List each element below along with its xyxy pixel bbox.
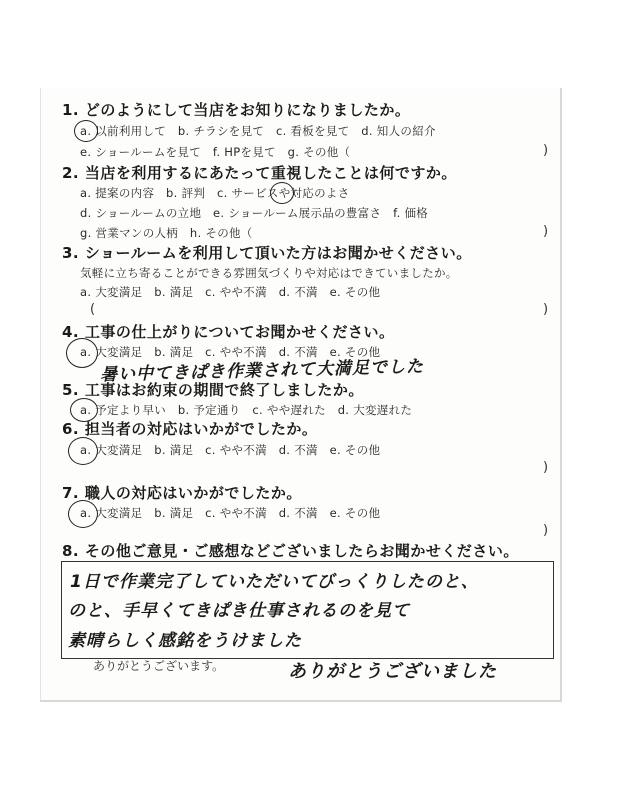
question-2-options-row3: g. 営業マンの人柄 h. その他（ xyxy=(80,226,253,240)
question-2-options-row1: a. 提案の内容 b. 評判 c. サービスや対応のよさ xyxy=(80,186,350,200)
question-1-options-row1: a. 以前利用して b. チラシを見て c. 看板を見て d. 知人の紹介 xyxy=(80,124,436,138)
question-3-close-paren: ) xyxy=(543,302,549,317)
answer-circle-q6 xyxy=(68,437,98,465)
question-4-title: 4. 工事の仕上がりについてお聞かせください。 xyxy=(62,323,395,341)
printed-thanks: ありがとうございます。 xyxy=(93,659,225,673)
question-5-options: a. 予定より早い b. 予定通り c. やや遅れた d. 大変遅れた xyxy=(80,403,413,417)
handwritten-comment-q4: 暑い中てきぱき作業されて大満足でした xyxy=(99,356,425,386)
answer-circle-q1 xyxy=(74,120,98,142)
question-2-options-row2: d. ショールームの立地 e. ショールーム展示品の豊富さ f. 価格 xyxy=(80,206,429,220)
handwritten-thanks: ありがとうございました xyxy=(288,661,497,682)
sheet-edge xyxy=(40,88,41,700)
question-3-title: 3. ショールームを利用して頂いた方はお聞かせください。 xyxy=(62,244,472,262)
question-1-title: 1. どのようにして当店をお知りになりましたか。 xyxy=(62,101,411,119)
question-2-title: 2. 当店を利用するにあたって重視したことは何ですか。 xyxy=(62,164,457,182)
question-7-close-paren: ) xyxy=(543,523,549,538)
answer-circle-q2 xyxy=(270,182,294,204)
answer-circle-q5 xyxy=(70,398,98,422)
question-6-options: a. 大変満足 b. 満足 c. やや不満 d. 不満 e. その他 xyxy=(80,443,381,457)
question-2-close-paren: ) xyxy=(543,224,549,239)
answer-circle-q7 xyxy=(68,500,98,528)
handwritten-comment-line-3: 素晴らしく感銘をうけました xyxy=(68,631,302,651)
question-1-close-paren: ) xyxy=(543,143,549,158)
question-1-options-row2: e. ショールームを見て f. HPを見て g. その他（ xyxy=(80,145,351,159)
handwritten-comment-line-2: のと、手早くてきぱき仕事されるのを見て xyxy=(68,601,410,621)
question-6-title: 6. 担当者の対応はいかがでしたか。 xyxy=(62,420,318,438)
question-3-options: a. 大変満足 b. 満足 c. やや不満 d. 不満 e. その他 xyxy=(80,285,381,299)
question-5-title: 5. 工事はお約束の期間で終了しましたか。 xyxy=(62,381,364,399)
answer-circle-q4 xyxy=(66,338,98,368)
question-7-options: a. 大変満足 b. 満足 c. やや不満 d. 不満 e. その他 xyxy=(80,506,381,520)
question-4-options: a. 大変満足 b. 満足 c. やや不満 d. 不満 e. その他 xyxy=(80,345,381,359)
question-3-open-paren: ( xyxy=(90,302,96,317)
question-6-close-paren: ) xyxy=(543,460,549,475)
question-7-title: 7. 職人の対応はいかがでしたか。 xyxy=(62,484,302,502)
handwritten-comment-line-1: 1日で作業完了していただいてびっくりしたのと、 xyxy=(70,572,479,592)
question-8-title: 8. その他ご意見・ご感想などございましたらお聞かせください。 xyxy=(62,542,519,560)
question-3-subtitle: 気軽に立ち寄ることができる雰囲気づくりや対応はできていましたか。 xyxy=(80,266,458,280)
